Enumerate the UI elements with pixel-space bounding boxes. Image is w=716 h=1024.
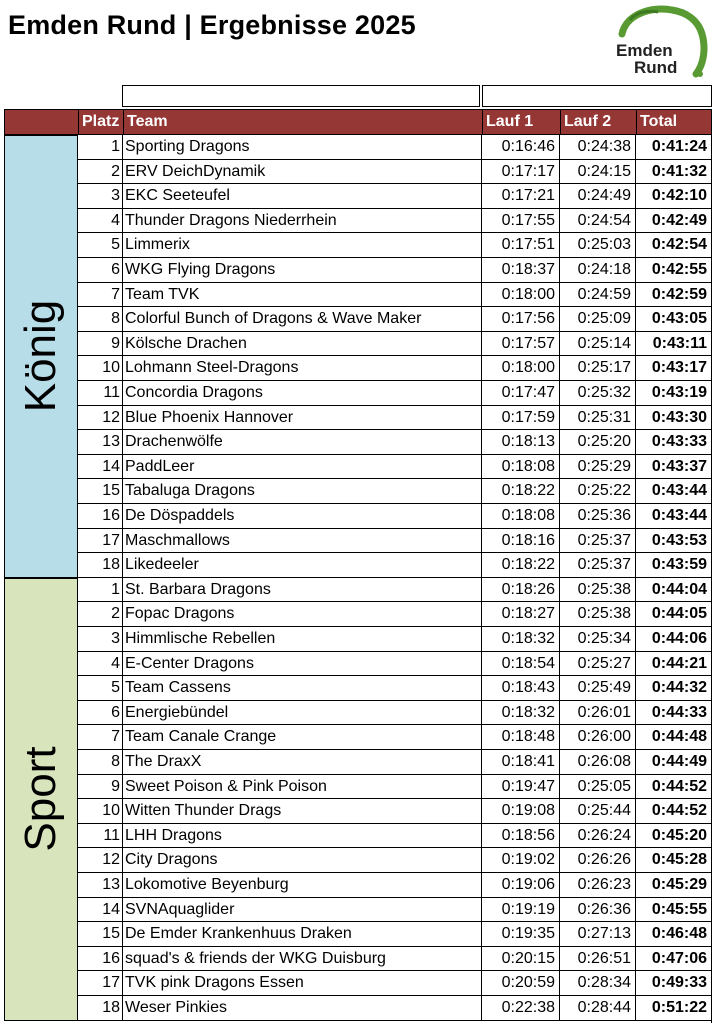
rank-cell: 3 (78, 627, 123, 651)
lauf1-cell: 0:18:54 (482, 652, 560, 676)
lauf2-cell: 0:25:17 (560, 356, 636, 380)
total-cell: 0:44:32 (636, 676, 712, 700)
team-cell: Maschmallows (123, 529, 482, 553)
table-row (78, 332, 712, 357)
total-cell: 0:43:37 (636, 455, 712, 479)
lauf2-cell: 0:24:18 (560, 258, 636, 282)
lauf1-cell: 0:17:47 (482, 381, 560, 405)
rank-cell: 4 (78, 209, 123, 233)
team-cell: TVK pink Dragons Essen (123, 971, 482, 995)
rank-cell: 16 (78, 947, 123, 971)
group-koenig (4, 135, 78, 578)
total-cell: 0:42:55 (636, 258, 712, 282)
rank-cell: 3 (78, 184, 123, 208)
rank-cell: 11 (78, 824, 123, 848)
table-row (78, 258, 712, 283)
total-cell: 0:44:04 (636, 578, 712, 602)
rank-cell: 9 (78, 775, 123, 799)
team-cell: Limmerix (123, 233, 482, 257)
rank-cell: 6 (78, 258, 123, 282)
team-cell: Witten Thunder Drags (123, 799, 482, 823)
total-cell: 0:42:59 (636, 283, 712, 307)
rank-cell: 17 (78, 971, 123, 995)
table-row (78, 406, 712, 431)
lauf1-cell: 0:20:59 (482, 971, 560, 995)
group-label: König (16, 300, 65, 413)
lauf2-cell: 0:26:36 (560, 898, 636, 922)
table-row (78, 996, 712, 1021)
lauf1-cell: 0:17:17 (482, 160, 560, 184)
team-cell: Fopac Dragons (123, 602, 482, 626)
team-cell: Kölsche Drachen (123, 332, 482, 356)
table-row (78, 750, 712, 775)
table-row (78, 873, 712, 898)
lauf1-cell: 0:16:46 (482, 135, 560, 159)
lauf2-cell: 0:25:32 (560, 381, 636, 405)
header-total: Total (640, 113, 678, 130)
lauf2-cell: 0:27:13 (560, 922, 636, 946)
team-cell: Likedeeler (123, 553, 482, 577)
table-row (78, 922, 712, 947)
lauf1-cell: 0:17:56 (482, 307, 560, 331)
team-cell: E-Center Dragons (123, 652, 482, 676)
team-cell: WKG Flying Dragons (123, 258, 482, 282)
table-row (78, 701, 712, 726)
table-row (78, 504, 712, 529)
table-row (78, 381, 712, 406)
lauf2-cell: 0:24:38 (560, 135, 636, 159)
lauf1-cell: 0:18:22 (482, 479, 560, 503)
rank-cell: 5 (78, 676, 123, 700)
total-cell: 0:42:10 (636, 184, 712, 208)
team-cell: De Döspaddels (123, 504, 482, 528)
lauf1-cell: 0:19:08 (482, 799, 560, 823)
team-cell: squad's & friends der WKG Duisburg (123, 947, 482, 971)
lauf2-cell: 0:24:59 (560, 283, 636, 307)
lauf1-cell: 0:18:16 (482, 529, 560, 553)
team-cell: EKC Seeteufel (123, 184, 482, 208)
lauf2-cell: 0:25:37 (560, 553, 636, 577)
lauf2-cell: 0:25:44 (560, 799, 636, 823)
rank-cell: 10 (78, 356, 123, 380)
rank-cell: 6 (78, 701, 123, 725)
table-row (78, 283, 712, 308)
lauf2-cell: 0:25:14 (560, 332, 636, 356)
header-group-cell (5, 110, 79, 134)
lauf2-cell: 0:28:44 (560, 996, 636, 1020)
team-cell: The DraxX (123, 750, 482, 774)
rank-cell: 18 (78, 553, 123, 577)
team-cell: Himmlische Rebellen (123, 627, 482, 651)
rank-cell: 1 (78, 578, 123, 602)
rank-cell: 12 (78, 848, 123, 872)
total-cell: 0:43:44 (636, 479, 712, 503)
table-row (78, 479, 712, 504)
rank-cell: 15 (78, 922, 123, 946)
total-cell: 0:47:06 (636, 947, 712, 971)
lauf1-cell: 0:22:38 (482, 996, 560, 1020)
team-cell: Tabaluga Dragons (123, 479, 482, 503)
lauf1-cell: 0:19:02 (482, 848, 560, 872)
lauf1-cell: 0:18:43 (482, 676, 560, 700)
lauf2-cell: 0:25:34 (560, 627, 636, 651)
table-row (78, 676, 712, 701)
table-row (78, 824, 712, 849)
team-cell: Blue Phoenix Hannover (123, 406, 482, 430)
lauf1-cell: 0:18:32 (482, 701, 560, 725)
lauf2-cell: 0:24:49 (560, 184, 636, 208)
team-cell: Team Cassens (123, 676, 482, 700)
rank-cell: 4 (78, 652, 123, 676)
lauf1-cell: 0:19:47 (482, 775, 560, 799)
total-cell: 0:43:11 (636, 332, 712, 356)
total-cell: 0:43:44 (636, 504, 712, 528)
total-cell: 0:51:22 (636, 996, 712, 1020)
total-cell: 0:43:33 (636, 430, 712, 454)
total-cell: 0:45:29 (636, 873, 712, 897)
rank-cell: 16 (78, 504, 123, 528)
total-cell: 0:42:49 (636, 209, 712, 233)
team-cell: Lohmann Steel-Dragons (123, 356, 482, 380)
lauf1-cell: 0:18:27 (482, 602, 560, 626)
table-row (78, 602, 712, 627)
total-cell: 0:44:33 (636, 701, 712, 725)
lauf2-cell: 0:26:08 (560, 750, 636, 774)
table-row (78, 799, 712, 824)
rank-cell: 8 (78, 750, 123, 774)
lauf1-cell: 0:17:55 (482, 209, 560, 233)
rank-cell: 12 (78, 406, 123, 430)
team-cell: Team Canale Crange (123, 725, 482, 749)
total-cell: 0:43:17 (636, 356, 712, 380)
lauf1-cell: 0:18:37 (482, 258, 560, 282)
rank-cell: 17 (78, 529, 123, 553)
team-cell: ERV DeichDynamik (123, 160, 482, 184)
logo-line-2: Rund (634, 58, 678, 77)
table-row (78, 233, 712, 258)
table-row (78, 135, 712, 160)
team-cell: Concordia Dragons (123, 381, 482, 405)
lauf2-cell: 0:26:51 (560, 947, 636, 971)
lauf1-cell: 0:17:21 (482, 184, 560, 208)
total-cell: 0:44:21 (636, 652, 712, 676)
empty-cell (122, 85, 480, 107)
team-cell: SVNAquaglider (123, 898, 482, 922)
lauf1-cell: 0:18:13 (482, 430, 560, 454)
team-cell: Lokomotive Beyenburg (123, 873, 482, 897)
lauf2-cell: 0:26:01 (560, 701, 636, 725)
table-row (78, 848, 712, 873)
rank-cell: 10 (78, 799, 123, 823)
total-cell: 0:43:30 (636, 406, 712, 430)
table-row (78, 578, 712, 603)
lauf2-cell: 0:25:29 (560, 455, 636, 479)
lauf1-cell: 0:18:32 (482, 627, 560, 651)
emden-rund-logo (612, 4, 710, 82)
total-cell: 0:43:59 (636, 553, 712, 577)
lauf2-cell: 0:25:09 (560, 307, 636, 331)
lauf1-cell: 0:18:41 (482, 750, 560, 774)
table-row (78, 430, 712, 455)
lauf2-cell: 0:26:23 (560, 873, 636, 897)
lauf2-cell: 0:25:03 (560, 233, 636, 257)
team-cell: Team TVK (123, 283, 482, 307)
team-cell: Thunder Dragons Niederrhein (123, 209, 482, 233)
total-cell: 0:43:53 (636, 529, 712, 553)
table-row (78, 898, 712, 923)
team-cell: St. Barbara Dragons (123, 578, 482, 602)
total-cell: 0:41:24 (636, 135, 712, 159)
table-border (711, 109, 713, 1023)
table-row (78, 775, 712, 800)
table-row (78, 209, 712, 234)
rank-cell: 18 (78, 996, 123, 1020)
lauf1-cell: 0:17:57 (482, 332, 560, 356)
total-cell: 0:44:06 (636, 627, 712, 651)
results-table (4, 85, 712, 1023)
total-cell: 0:41:32 (636, 160, 712, 184)
lauf2-cell: 0:25:38 (560, 602, 636, 626)
rank-cell: 14 (78, 898, 123, 922)
table-row (78, 627, 712, 652)
rank-cell: 11 (78, 381, 123, 405)
team-cell: City Dragons (123, 848, 482, 872)
lauf2-cell: 0:26:26 (560, 848, 636, 872)
lauf2-cell: 0:24:54 (560, 209, 636, 233)
lauf2-cell: 0:25:27 (560, 652, 636, 676)
total-cell: 0:45:28 (636, 848, 712, 872)
rank-cell: 9 (78, 332, 123, 356)
team-cell: Sporting Dragons (123, 135, 482, 159)
lauf1-cell: 0:18:08 (482, 455, 560, 479)
rank-cell: 15 (78, 479, 123, 503)
logo-line-1: Emden (616, 41, 673, 60)
table-row (78, 455, 712, 480)
total-cell: 0:43:05 (636, 307, 712, 331)
team-cell: Sweet Poison & Pink Poison (123, 775, 482, 799)
rank-cell: 2 (78, 602, 123, 626)
lauf2-cell: 0:25:22 (560, 479, 636, 503)
table-row (78, 529, 712, 554)
total-cell: 0:43:19 (636, 381, 712, 405)
table-row (78, 356, 712, 381)
lauf2-cell: 0:25:49 (560, 676, 636, 700)
table-row (78, 971, 712, 996)
lauf1-cell: 0:18:22 (482, 553, 560, 577)
header-lauf2: Lauf 2 (561, 110, 637, 134)
team-cell: LHH Dragons (123, 824, 482, 848)
lauf1-cell: 0:18:00 (482, 283, 560, 307)
total-cell: 0:49:33 (636, 971, 712, 995)
total-cell: 0:45:20 (636, 824, 712, 848)
rank-cell: 5 (78, 233, 123, 257)
lauf2-cell: 0:25:31 (560, 406, 636, 430)
header-platz: Platz (79, 110, 124, 134)
table-row (78, 160, 712, 185)
rank-cell: 13 (78, 430, 123, 454)
lauf2-cell: 0:25:36 (560, 504, 636, 528)
lauf2-cell: 0:25:05 (560, 775, 636, 799)
lauf1-cell: 0:17:59 (482, 406, 560, 430)
total-cell: 0:44:52 (636, 775, 712, 799)
lauf2-cell: 0:25:38 (560, 578, 636, 602)
table-row (78, 307, 712, 332)
total-cell: 0:44:49 (636, 750, 712, 774)
header-team: Team (124, 110, 483, 134)
team-cell: De Emder Krankenhuus Draken (123, 922, 482, 946)
lauf1-cell: 0:19:06 (482, 873, 560, 897)
lauf1-cell: 0:18:00 (482, 356, 560, 380)
total-cell: 0:44:52 (636, 799, 712, 823)
table-row (78, 725, 712, 750)
lauf1-cell: 0:18:56 (482, 824, 560, 848)
lauf1-cell: 0:17:51 (482, 233, 560, 257)
rank-cell: 8 (78, 307, 123, 331)
total-cell: 0:42:54 (636, 233, 712, 257)
table-row (78, 553, 712, 578)
rank-cell: 14 (78, 455, 123, 479)
header-lauf1: Lauf 1 (483, 110, 561, 134)
table-row (78, 184, 712, 209)
lauf1-cell: 0:18:08 (482, 504, 560, 528)
table-row (78, 947, 712, 972)
team-cell: Drachenwölfe (123, 430, 482, 454)
group-label: Sport (16, 746, 65, 852)
team-cell: Colorful Bunch of Dragons & Wave Maker (123, 307, 482, 331)
table-header (4, 109, 712, 135)
lauf2-cell: 0:25:37 (560, 529, 636, 553)
rank-cell: 7 (78, 725, 123, 749)
team-cell: Weser Pinkies (123, 996, 482, 1020)
team-cell: Energiebündel (123, 701, 482, 725)
total-cell: 0:45:55 (636, 898, 712, 922)
lauf1-cell: 0:18:48 (482, 725, 560, 749)
total-cell: 0:44:48 (636, 725, 712, 749)
rank-cell: 1 (78, 135, 123, 159)
rank-cell: 13 (78, 873, 123, 897)
total-cell: 0:46:48 (636, 922, 712, 946)
total-cell: 0:44:05 (636, 602, 712, 626)
lauf1-cell: 0:19:19 (482, 898, 560, 922)
rank-cell: 7 (78, 283, 123, 307)
lauf2-cell: 0:26:00 (560, 725, 636, 749)
lauf2-cell: 0:26:24 (560, 824, 636, 848)
empty-cell (482, 85, 712, 107)
lauf1-cell: 0:20:15 (482, 947, 560, 971)
group-sport (4, 578, 78, 1021)
rank-cell: 2 (78, 160, 123, 184)
lauf2-cell: 0:25:20 (560, 430, 636, 454)
lauf1-cell: 0:18:26 (482, 578, 560, 602)
page-title: Emden Rund | Ergebnisse 2025 (8, 10, 416, 40)
team-cell: PaddLeer (123, 455, 482, 479)
lauf2-cell: 0:24:15 (560, 160, 636, 184)
table-row (78, 652, 712, 677)
lauf1-cell: 0:19:35 (482, 922, 560, 946)
lauf2-cell: 0:28:34 (560, 971, 636, 995)
